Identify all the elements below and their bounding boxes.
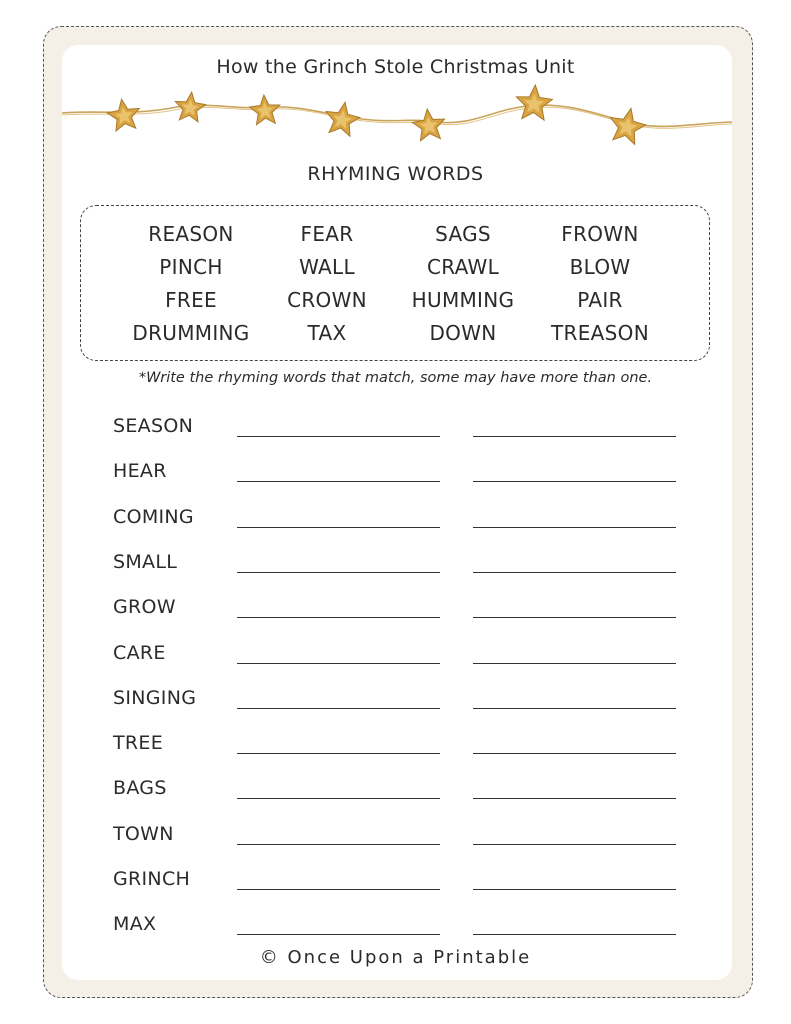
section-title: RHYMING WORDS	[307, 163, 484, 185]
answer-line-1[interactable]	[237, 663, 440, 664]
bank-word: PINCH	[159, 255, 223, 279]
answer-line-2[interactable]	[473, 934, 676, 935]
answer-line-2[interactable]	[473, 753, 676, 754]
exercise-word: TREE	[113, 732, 164, 755]
footer-copyright: © Once Upon a Printable	[259, 947, 532, 968]
answer-line-1[interactable]	[237, 527, 440, 528]
word-bank-box	[80, 205, 710, 361]
exercise-word: BAGS	[113, 777, 167, 800]
answer-line-2[interactable]	[473, 889, 676, 890]
bank-word: CROWN	[287, 288, 367, 312]
answer-line-1[interactable]	[237, 798, 440, 799]
exercise-word: COMING	[113, 505, 194, 528]
answer-line-2[interactable]	[473, 844, 676, 845]
answer-line-2[interactable]	[473, 663, 676, 664]
answer-line-2[interactable]	[473, 572, 676, 573]
answer-line-2[interactable]	[473, 617, 676, 618]
bank-word: REASON	[148, 222, 234, 246]
exercise-word: GRINCH	[113, 868, 191, 890]
bank-word: BLOW	[569, 255, 631, 279]
answer-line-2[interactable]	[473, 436, 676, 437]
bank-word: PAIR	[577, 288, 623, 312]
bank-word: TAX	[307, 321, 347, 345]
bank-word: DOWN	[429, 321, 497, 345]
exercise-word: SINGING	[113, 686, 197, 709]
exercise-word: SEASON	[113, 415, 194, 437]
answer-line-1[interactable]	[237, 753, 440, 754]
bank-word: FROWN	[561, 222, 639, 246]
answer-line-2[interactable]	[473, 798, 676, 799]
answer-line-1[interactable]	[237, 481, 440, 482]
bank-word: FREE	[165, 288, 217, 312]
exercise-word: GROW	[113, 596, 176, 619]
star-garland-decoration	[62, 80, 732, 160]
exercise-word: CARE	[113, 641, 166, 664]
answer-line-1[interactable]	[237, 436, 440, 437]
exercise-word: TOWN	[113, 822, 174, 845]
answer-line-1[interactable]	[237, 572, 440, 573]
unit-title: How the Grinch Stole Christmas Unit	[216, 56, 575, 78]
answer-line-1[interactable]	[237, 617, 440, 618]
exercise-word: MAX	[113, 913, 157, 936]
answer-line-2[interactable]	[473, 527, 676, 528]
bank-word: SAGS	[435, 222, 491, 246]
bank-word: CRAWL	[426, 255, 500, 279]
exercise-word: HEAR	[113, 460, 167, 483]
instructions-text: *Write the rhyming words that match, some may have more than one.	[138, 370, 653, 386]
bank-word: TREASON	[551, 321, 649, 345]
bank-word: HUMMING	[411, 288, 515, 312]
bank-word: WALL	[299, 255, 355, 279]
answer-line-1[interactable]	[237, 889, 440, 890]
answer-line-1[interactable]	[237, 934, 440, 935]
answer-line-1[interactable]	[237, 708, 440, 709]
exercise-word: SMALL	[113, 550, 178, 573]
answer-line-2[interactable]	[473, 481, 676, 482]
answer-line-1[interactable]	[237, 844, 440, 845]
bank-word: FEAR	[300, 222, 354, 246]
bank-word: DRUMMING	[132, 321, 250, 345]
answer-line-2[interactable]	[473, 708, 676, 709]
